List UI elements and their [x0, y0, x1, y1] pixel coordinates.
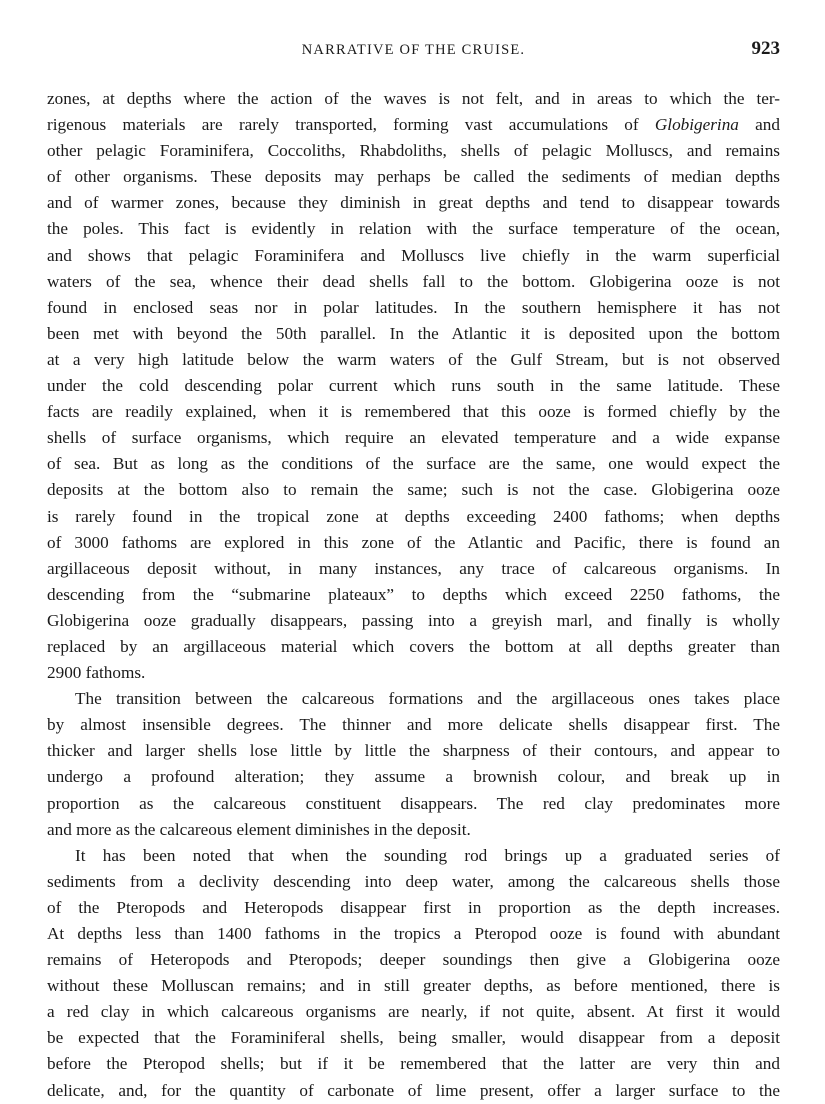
running-head: NARRATIVE OF THE CRUISE. — [301, 42, 526, 58]
text-line: by almost insensible degrees. The thinner and more delicate shells disappear first. The — [47, 715, 780, 735]
text-line: of other organisms. These deposits may perhaps be called the sediments of median depths — [47, 167, 780, 187]
page-header — [47, 38, 780, 64]
text-line: other pelagic Foraminifera, Coccoliths, Rhabdoliths, shells of pelagic Molluscs, and remains — [47, 141, 780, 161]
text-line: undergo a profound alteration; they assume a brownish colour, and break up in — [47, 767, 780, 787]
text-line: proportion as the calcareous constituent disappears. The red clay predominates more — [47, 793, 780, 813]
text-line: 2900 fathoms. — [47, 663, 146, 683]
text-line: and shows that pelagic Foraminifera and Molluscs live chiefly in the warm superficial — [47, 245, 780, 265]
text-line: facts are readily explained, when it is remembered that this ooze is formed chiefly by the — [47, 402, 780, 422]
text-line: deposits at the bottom also to remain the same; such is not the case. Globigerina ooze — [47, 480, 780, 500]
text-line: and more as the calcareous element diminishes in the deposit. — [47, 819, 471, 839]
text-line: argillaceous deposit without, in many instances, any trace of calcareous organisms. In — [47, 558, 780, 578]
text-line: at a very high latitude below the warm waters of the Gulf Stream, but is not observed — [47, 349, 780, 369]
paragraph — [47, 843, 780, 1104]
paragraph — [47, 686, 780, 843]
text-line: zones, at depths where the action of the waves is not felt, and in areas to which the ter- — [47, 89, 780, 108]
text-line: Globigerina ooze gradually disappears, passing into a greyish marl, and finally is wholly — [47, 610, 780, 630]
page-number: 923 — [751, 38, 780, 59]
text-line: thicker and larger shells lose little by little the sharpness of their contours, and appear to — [47, 741, 780, 761]
text-line: the poles. This fact is evidently in relation with the surface temperature of the ocean, — [47, 219, 780, 239]
italic-term: Globigerina — [654, 115, 739, 135]
text-line: At depths less than 1400 fathoms in the tropics a Pteropod ooze is found with abundant — [47, 924, 780, 943]
text-line: sediments from a declivity descending into deep water, among the calcareous shells those — [47, 871, 780, 891]
text-line: of the Pteropods and Heteropods disappear first in proportion as the depth increases. — [47, 897, 780, 917]
text-line: been met with beyond the 50th parallel. In the Atlantic it is deposited upon the bottom — [47, 323, 780, 343]
text-line: before the Pteropod shells; but if it be remembered that the latter are very thin and — [47, 1054, 780, 1074]
text-line: found in enclosed seas nor in polar latitudes. In the southern hemisphere it has not — [47, 297, 780, 317]
body-text — [47, 86, 780, 1104]
text-line: The transition between the calcareous formations and the argillaceous ones takes place — [75, 689, 780, 709]
text-line: remains of Heteropods and Pteropods; deeper soundings then give a Globigerina ooze — [47, 950, 780, 970]
text-line: delicate, and, for the quantity of carbonate of lime present, offer a larger surface to the — [47, 1080, 780, 1100]
text-line: shells of surface organisms, which require an elevated temperature and a wide expanse — [47, 428, 780, 448]
text-line: It has been noted that when the sounding rod brings up a graduated series of — [75, 845, 780, 865]
text-line: rigenous materials are rarely transported, forming vast accumulations of Globigerina and — [47, 115, 780, 135]
text-line: descending from the “submarine plateaux” to depths which exceed 2250 fathoms, the — [47, 584, 780, 604]
text-line: of sea. But as long as the conditions of the surface are the same, one would expect the — [47, 454, 780, 474]
text-line: of 3000 fathoms are explored in this zone of the Atlantic and Pacific, there is found an — [47, 532, 780, 552]
text-line: replaced by an argillaceous material which covers the bottom at all depths greater than — [47, 636, 780, 656]
text-line: and of warmer zones, because they diminish in great depths and tend to disappear towards — [47, 193, 780, 213]
text-line: waters of the sea, whence their dead shells fall to the bottom. Globigerina ooze is not — [47, 271, 780, 291]
text-line: be expected that the Foraminiferal shells, being smaller, would disappear from a deposit — [47, 1028, 780, 1048]
text-line: under the cold descending polar current which runs south in the same latitude. These — [47, 376, 780, 396]
text-line: without these Molluscan remains; and in still greater depths, as before mentioned, there is — [47, 976, 780, 996]
text-line: a red clay in which calcareous organisms are nearly, if not quite, absent. At first it would — [47, 1002, 780, 1022]
text-line: is rarely found in the tropical zone at depths exceeding 2400 fathoms; when depths — [47, 506, 780, 526]
paragraph — [47, 86, 780, 686]
